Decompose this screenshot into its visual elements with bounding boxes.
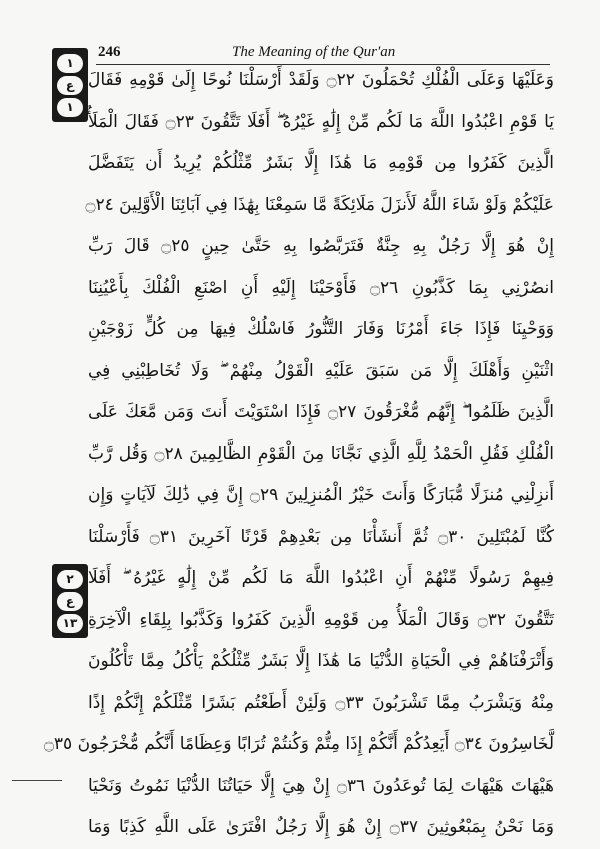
text-line: إِنْ هُوَ إِلَّا رَجُلٌ بِهِ جِنَّةٌ فَتَرَبَّصُوا بِهِ حَتَّىٰ حِينٍ ۝٢٥ قَالَ رَبِّ	[88, 236, 555, 256]
text-line: وَوَحْيِنَا فَإِذَا جَاءَ أَمْرُنَا وَفَارَ التَّنُّورُ فَاسْلُكْ فِيهَا مِن كُلٍّ زَوْجَيْنِ	[88, 319, 554, 339]
text-line: مِنْهُ وَيَشْرَبُ مِمَّا تَشْرَبُونَ ۝٣٣ وَلَئِنْ أَطَعْتُم بَشَرًا مِّثْلَكُمْ إِنَّكُمْ إِذًا	[88, 692, 554, 713]
page-number: 246	[98, 44, 121, 60]
text-line: وَمَا نَحْنُ بِمَبْعُوثِينَ ۝٣٧ إِنْ هُوَ إِلَّا رَجُلٌ افْتَرَىٰ عَلَى اللَّهِ كَذِبًا وَمَا	[88, 817, 555, 837]
text-line: هَيْهَاتَ هَيْهَاتَ لِمَا تُوعَدُونَ ۝٣٦ إِنْ هِيَ إِلَّا حَيَاتُنَا الدُّنْيَا نَمُوتُ وَنَحْيَا	[88, 775, 554, 796]
text-line: كُنَّا لَمُبْتَلِينَ ۝٣٠ ثُمَّ أَنشَأْنَا مِن بَعْدِهِمْ قَرْنًا آخَرِينَ ۝٣١ فَأَرْسَلْنَا	[88, 526, 554, 547]
ruku-marker-1	[52, 48, 88, 122]
text-line: يَا قَوْمِ اعْبُدُوا اللَّهَ مَا لَكُم مِّنْ إِلَٰهٍ غَيْرُهُ ۖ أَفَلَا تَتَّقُونَ ۝٢٣ فَقَالَ الْمَلَأُ	[88, 111, 554, 132]
text-line: اثْنَيْنِ وَأَهْلَكَ إِلَّا مَن سَبَقَ عَلَيْهِ الْقَوْلُ مِنْهُمْ ۖ وَلَا تُخَاطِبْنِي فِي	[88, 360, 554, 381]
text-line: الَّذِينَ كَفَرُوا مِن قَوْمِهِ مَا هَٰذَا إِلَّا بَشَرٌ مِّثْلُكُمْ يُرِيدُ أَن يَتَفَضَّلَ	[88, 153, 554, 173]
text-line: لَّخَاسِرُونَ ۝٣٤ أَيَعِدُكُمْ أَنَّكُمْ إِذَا مِتُّمْ وَكُنتُمْ تُرَابًا وَعِظَامًا أَنَّكُم مُّخْرَجُونَ ۝٣٥	[43, 734, 554, 754]
ruku-marker-2	[52, 564, 88, 638]
text-line: الْفُلْكِ فَقُلِ الْحَمْدُ لِلَّهِ الَّذِي نَجَّانَا مِنَ الْقَوْمِ الظَّالِمِينَ ۝٢٨ وَقُل رَّبِّ	[88, 443, 554, 464]
text-line: أَنزِلْنِي مُنزَلًا مُّبَارَكًا وَأَنتَ خَيْرُ الْمُنزِلِينَ ۝٢٩ إِنَّ فِي ذَٰلِكَ لَآيَاتٍ وَإِن	[88, 485, 554, 505]
running-title: The Meaning of the Qur'an	[232, 44, 396, 60]
text-line: وَأَتْرَفْنَاهُمْ فِي الْحَيَاةِ الدُّنْيَا مَا هَٰذَا إِلَّا بَشَرٌ مِّثْلُكُمْ يَأْكُلُ مِمَّا تَأْكُلُونَ	[88, 651, 554, 671]
margin-rule	[12, 780, 62, 781]
ruku-marker-middle: ع	[57, 592, 83, 611]
text-line: انصُرْنِي بِمَا كَذَّبُونِ ۝٢٦ فَأَوْحَيْنَا إِلَيْهِ أَنِ اصْنَعِ الْفُلْكَ بِأَعْيُنِنَا	[88, 277, 554, 298]
ruku-marker-middle: ع	[57, 76, 83, 95]
ruku-marker-top: ١	[57, 54, 83, 73]
text-line: تَتَّقُونَ ۝٣٢ وَقَالَ الْمَلَأُ مِن قَوْمِهِ الَّذِينَ كَفَرُوا وَكَذَّبُوا بِلِقَاءِ الْآخِرَةِ	[88, 609, 554, 630]
text-line: عَلَيْكُمْ وَلَوْ شَاءَ اللَّهُ لَأَنزَلَ مَلَائِكَةً مَّا سَمِعْنَا بِهَٰذَا فِي آبَائِنَا الْأَوَّلِينَ ۝٢٤	[85, 194, 554, 215]
text-line: فِيهِمْ رَسُولًا مِّنْهُمْ أَنِ اعْبُدُوا اللَّهَ مَا لَكُم مِّنْ إِلَٰهٍ غَيْرُهُ ۖ أَفَلَا	[88, 568, 554, 588]
text-line: وَعَلَيْهَا وَعَلَى الْفُلْكِ تُحْمَلُونَ ۝٢٢ وَلَقَدْ أَرْسَلْنَا نُوحًا إِلَىٰ قَوْمِهِ فَقَالَ	[88, 70, 554, 90]
text-line: الَّذِينَ ظَلَمُوا ۖ إِنَّهُم مُّغْرَقُونَ ۝٢٧ فَإِذَا اسْتَوَيْتَ أَنتَ وَمَن مَّعَكَ عَلَى	[88, 402, 554, 422]
ruku-marker-top: ٢	[57, 570, 83, 589]
ruku-marker-bottom: ١	[57, 98, 83, 117]
ruku-marker-bottom: ١٣	[57, 614, 83, 633]
